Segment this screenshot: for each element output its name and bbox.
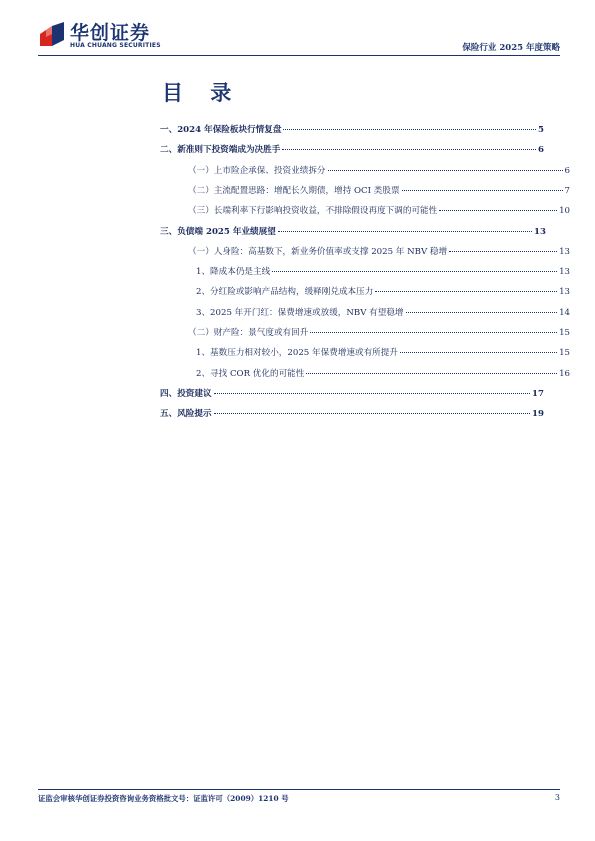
toc-entry-page: 14 [559,308,570,318]
toc-entry-title: 3、2025 年开门红：保费增速或放缓，NBV 有望稳增 [196,308,404,318]
header-rule [38,55,560,56]
toc-entry[interactable] [160,388,544,400]
toc-entry-page: 17 [532,389,544,399]
footer-license-note: 证监会审核华创证券投资咨询业务资格批文号：证监许可（2009）1210 号 [38,794,289,803]
toc-heading: 目 录 [162,80,242,105]
toc-entry-title: 五、风险提示 [160,409,212,419]
toc-entry[interactable] [188,185,570,197]
toc-entry-title: 1、降成本仍是主线 [196,267,271,277]
toc-entry-page: 5 [538,125,544,135]
logo-name-cn: 华创证券 [70,22,151,44]
toc-entry[interactable] [196,286,570,298]
toc-entry[interactable] [160,144,544,156]
toc-dot-leader [449,251,557,252]
toc-entry-title: （一）上市险企承保、投资业绩拆分 [188,166,326,176]
toc-entry-page: 19 [532,409,544,419]
toc-entry-title: 2、寻找 COR 优化的可能性 [196,369,305,379]
toc-dot-leader [402,190,563,191]
toc-entry-page: 6 [538,145,544,155]
page-number: 3 [554,793,560,802]
logo-name-en: HUA CHUANG SECURITIES [70,42,161,49]
toc-dot-leader [310,332,557,333]
toc-dot-leader [214,393,530,394]
toc-entry[interactable] [196,266,570,278]
toc-entry-page: 6 [564,166,570,176]
toc-entry-title: （二）主流配置思路：增配长久期债，增持 OCI 类股票 [188,186,400,196]
toc-dot-leader [400,352,557,353]
toc-entry-title: 2、分红险或影响产品结构，缓释刚兑成本压力 [196,287,374,297]
toc-entry-title: （二）财产险：景气度或有回升 [188,328,309,338]
toc-entry-page: 13 [559,247,570,257]
toc-dot-leader [214,413,530,414]
report-title: 保险行业 2025 年度策略 [462,43,560,53]
toc-entry-title: 一、2024 年保险板块行情复盘 [160,125,282,135]
toc-dot-leader [375,291,557,292]
toc-dot-leader [439,210,557,211]
toc-entry[interactable] [188,205,570,217]
toc-entry-page: 13 [559,267,570,277]
toc-entry[interactable] [160,226,546,238]
toc-entry[interactable] [188,246,570,258]
toc-entry-title: 二、新准则下投资端成为决胜手 [160,145,281,155]
toc-dot-leader [328,170,563,171]
toc-dot-leader [282,149,536,150]
toc-dot-leader [278,231,532,232]
toc-entry-page: 7 [564,186,570,196]
toc-entry-page: 13 [534,227,546,237]
toc-entry-page: 13 [559,287,570,297]
toc-dot-leader [406,312,558,313]
toc-entry-title: （一）人身险：高基数下，新业务价值率或支撑 2025 年 NBV 稳增 [188,247,448,257]
page-header [38,16,560,56]
toc-entry[interactable] [196,307,570,319]
toc-entry[interactable] [188,327,570,339]
toc-entry-title: 三、负债端 2025 年业绩展望 [160,227,276,237]
toc-entry-page: 10 [559,206,570,216]
toc-entry-page: 15 [559,328,570,338]
toc-dot-leader [306,373,557,374]
toc-entry-page: 15 [559,348,570,358]
toc-dot-leader [272,271,557,272]
footer-rule [38,789,560,790]
toc-entry[interactable] [188,165,570,177]
toc-entry-page: 16 [559,369,570,379]
toc-entry[interactable] [160,408,544,420]
toc-entry-title: （三）长端利率下行影响投资收益，不排除假设再度下调的可能性 [188,206,438,216]
toc-dot-leader [283,129,536,130]
toc-entry[interactable] [196,368,570,380]
toc-entry[interactable] [196,347,570,359]
toc-entry-title: 四、投资建议 [160,389,212,399]
toc-entry[interactable] [160,124,544,136]
toc-entry-title: 1、基数压力相对较小，2025 年保费增速或有所提升 [196,348,398,358]
logo-mark-icon [38,20,66,48]
